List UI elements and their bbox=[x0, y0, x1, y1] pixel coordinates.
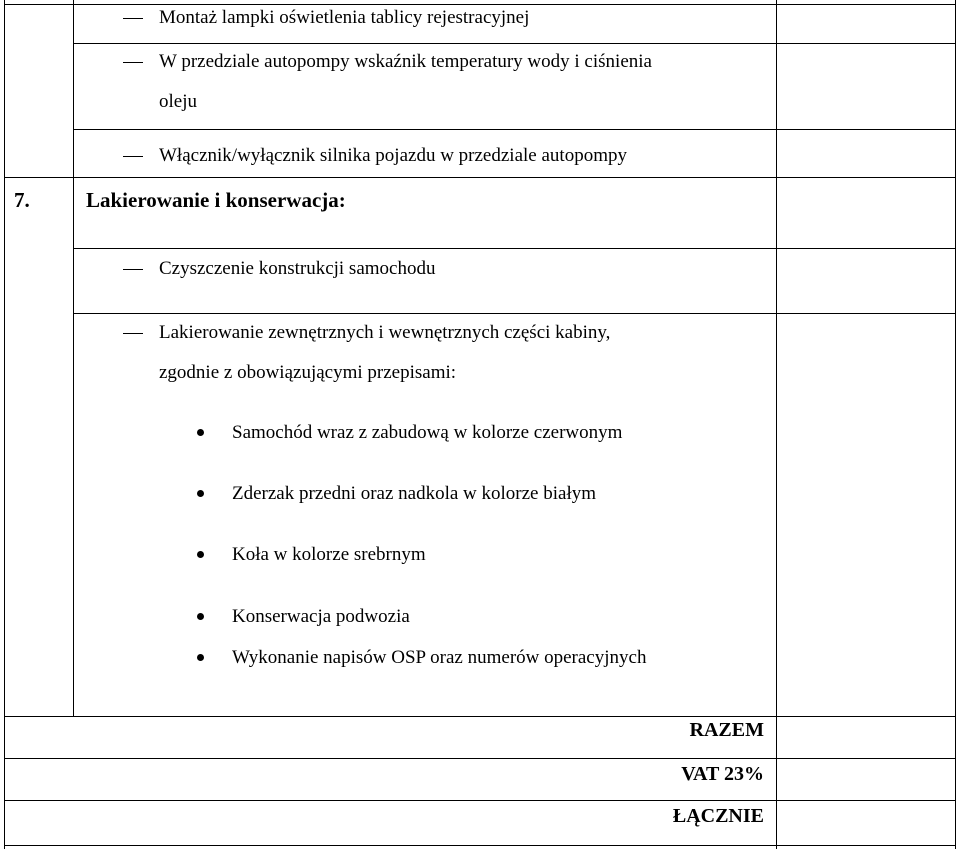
row-line bbox=[73, 313, 956, 314]
row-line bbox=[4, 716, 956, 717]
row-line-top bbox=[4, 4, 956, 5]
section-title: Lakierowanie i konserwacja: bbox=[86, 188, 346, 212]
bullet-marker bbox=[197, 490, 204, 497]
dash-marker bbox=[123, 18, 143, 19]
list-item: W przedziale autopompy wskaźnik temperatury wody i ciśnienia bbox=[159, 51, 652, 72]
list-item-continued: oleju bbox=[159, 91, 197, 112]
list-item: Lakierowanie zewnętrznych i wewnętrznych części kabiny, bbox=[159, 322, 611, 343]
row-line bbox=[4, 800, 956, 801]
summary-total-label: RAZEM bbox=[689, 719, 764, 741]
column-divider-content bbox=[776, 0, 777, 849]
table-border-right bbox=[955, 0, 956, 849]
bullet-marker bbox=[197, 613, 204, 620]
summary-grand-total-label: ŁĄCZNIE bbox=[672, 805, 764, 827]
bullet-item: Zderzak przedni oraz nadkola w kolorze białym bbox=[232, 483, 597, 504]
summary-vat-label: VAT 23% bbox=[681, 763, 764, 785]
bullet-marker bbox=[197, 654, 204, 661]
table-border-left bbox=[4, 0, 5, 849]
list-item: Montaż lampki oświetlenia tablicy rejestracyjnej bbox=[159, 7, 530, 28]
row-line bbox=[4, 758, 956, 759]
list-item-continued: zgodnie z obowiązującymi przepisami: bbox=[159, 362, 457, 383]
row-line-bottom bbox=[4, 845, 956, 846]
bullet-marker bbox=[197, 429, 204, 436]
bullet-marker bbox=[197, 551, 204, 558]
dash-marker bbox=[123, 269, 143, 270]
row-line bbox=[73, 43, 956, 44]
bullet-item: Samochód wraz z zabudową w kolorze czerwonym bbox=[232, 422, 623, 443]
row-line bbox=[73, 248, 956, 249]
row-line bbox=[73, 129, 956, 130]
dash-marker bbox=[123, 62, 143, 63]
bullet-item: Konserwacja podwozia bbox=[232, 606, 410, 627]
dash-marker bbox=[123, 333, 143, 334]
dash-marker bbox=[123, 156, 143, 157]
row-line bbox=[4, 177, 956, 178]
bullet-item: Wykonanie napisów OSP oraz numerów operacyjnych bbox=[232, 647, 647, 668]
column-divider-number bbox=[73, 0, 74, 716]
list-item: Włącznik/wyłącznik silnika pojazdu w przedziale autopompy bbox=[159, 145, 627, 166]
list-item: Czyszczenie konstrukcji samochodu bbox=[159, 258, 436, 279]
bullet-item: Koła w kolorze srebrnym bbox=[232, 544, 426, 565]
section-number: 7. bbox=[14, 188, 30, 212]
